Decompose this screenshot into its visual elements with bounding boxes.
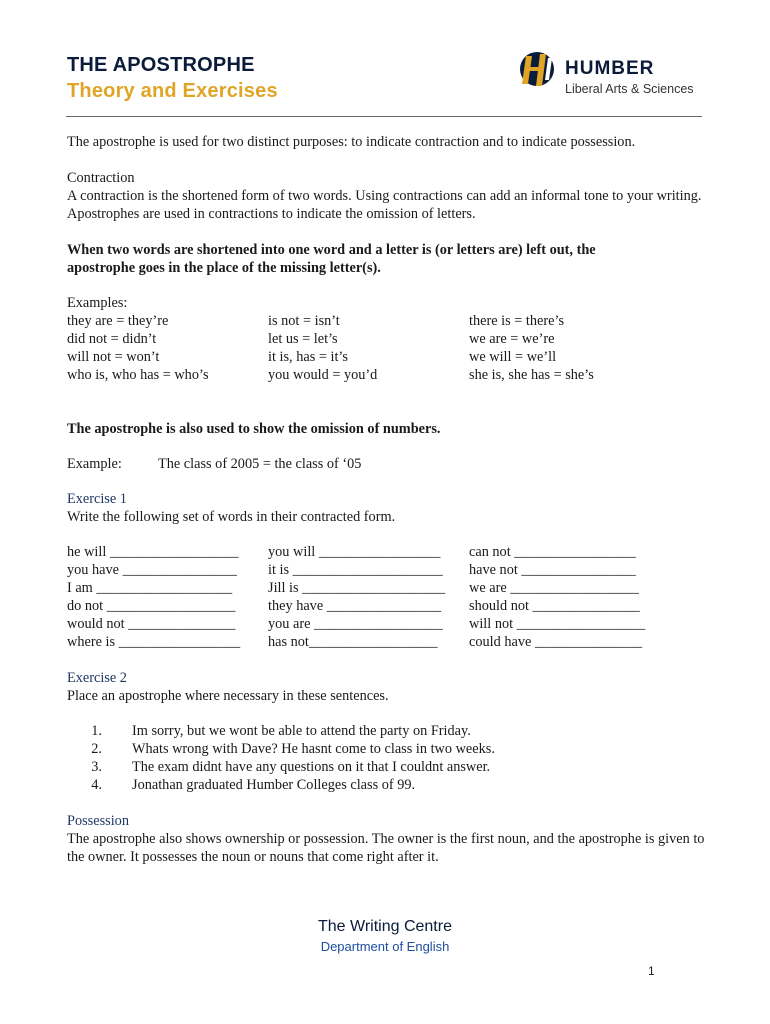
example-item: who is, who has = who’s xyxy=(67,367,209,383)
example-item: she is, she has = she’s xyxy=(469,367,594,383)
example-item: there is = there’s xyxy=(469,313,565,329)
list-item: Im sorry, but we wont be able to attend the party on Friday. xyxy=(132,723,471,739)
exercise1-instruction: Write the following set of words in their contracted form. xyxy=(67,509,396,525)
numbers-rule: The apostrophe is also used to show the omission of numbers. xyxy=(67,421,441,437)
list-item-number: 3. xyxy=(91,759,102,775)
exercise1-blank[interactable]: you have ________________ xyxy=(67,562,237,578)
exercise1-heading: Exercise 1 xyxy=(67,491,127,507)
exercise1-blank[interactable]: you will _________________ xyxy=(268,544,441,560)
exercise1-blank[interactable]: Jill is ____________________ xyxy=(268,580,446,596)
exercise1-blank[interactable]: could have _______________ xyxy=(469,634,643,650)
exercise1-blank[interactable]: have not ________________ xyxy=(469,562,636,578)
exercise1-blank[interactable]: I am ___________________ xyxy=(67,580,233,596)
example-item: we will = we’ll xyxy=(469,349,557,365)
example-item: let us = let’s xyxy=(268,331,338,347)
exercise1-column-2 xyxy=(268,543,445,651)
logo-subtitle: Liberal Arts & Sciences xyxy=(565,82,694,96)
exercise1-blank[interactable]: would not _______________ xyxy=(67,616,236,632)
possession-body: The apostrophe also shows ownership or possession. The owner is the first noun, and the apostrophe is given to the owner. It possesses the noun or nouns that come right after it. xyxy=(67,831,705,865)
exercise1-blank[interactable]: do not __________________ xyxy=(67,598,236,614)
exercise1-blank[interactable]: has not__________________ xyxy=(268,634,438,650)
example-item: will not = won’t xyxy=(67,349,160,365)
numbers-example-label: Example: xyxy=(67,456,122,472)
example-item: did not = didn’t xyxy=(67,331,157,347)
page-subtitle: Theory and Exercises xyxy=(67,80,278,102)
examples-column-2 xyxy=(268,312,377,384)
logo-name: HUMBER xyxy=(565,58,655,79)
exercise2-instruction: Place an apostrophe where necessary in these sentences. xyxy=(67,688,389,704)
exercise1-blank[interactable]: you are __________________ xyxy=(268,616,443,632)
example-item: you would = you’d xyxy=(268,367,378,383)
header-divider xyxy=(66,116,702,117)
examples-column-1 xyxy=(67,312,209,384)
exercise1-column-3 xyxy=(469,543,645,651)
list-item: Jonathan graduated Humber Colleges class of 99. xyxy=(132,777,416,793)
exercise1-blank[interactable]: it is _____________________ xyxy=(268,562,443,578)
examples-label: Examples: xyxy=(67,295,128,311)
humber-logo xyxy=(518,50,704,100)
list-item: The exam didnt have any questions on it that I couldnt answer. xyxy=(132,759,491,775)
exercise1-column-1 xyxy=(67,543,240,651)
exercise1-blank[interactable]: where is _________________ xyxy=(67,634,241,650)
contraction-rule: When two words are shortened into one word and a letter is (or letters are) left out, the apostrophe goes in the place of the missing letter(s). xyxy=(67,242,596,276)
list-item-number: 2. xyxy=(91,741,102,757)
page-number: 1 xyxy=(648,964,655,978)
possession-heading: Possession xyxy=(67,813,129,829)
humber-emblem-icon xyxy=(518,50,558,90)
page-title: THE APOSTROPHE xyxy=(67,54,255,76)
exercise1-blank[interactable]: they have ________________ xyxy=(268,598,442,614)
exercise1-blank[interactable]: should not _______________ xyxy=(469,598,640,614)
exercise1-blank[interactable]: we are __________________ xyxy=(469,580,639,596)
example-item: they are = they’re xyxy=(67,313,169,329)
list-item: Whats wrong with Dave? He hasnt come to class in two weeks. xyxy=(132,741,495,757)
exercise1-blank[interactable]: can not _________________ xyxy=(469,544,636,560)
exercise2-heading: Exercise 2 xyxy=(67,670,127,686)
list-item-number: 4. xyxy=(91,777,102,793)
contraction-body: A contraction is the shortened form of two words. Using contractions can add an informal tone to your writing. Apostrophes are used in contractions to indicate the omission of letters. xyxy=(67,188,702,222)
numbers-example-text: The class of 2005 = the class of ‘05 xyxy=(158,456,362,472)
footer-centre: The Writing Centre xyxy=(318,918,452,935)
example-item: we are = we’re xyxy=(469,331,555,347)
examples-column-3 xyxy=(469,312,594,384)
example-item: it is, has = it’s xyxy=(268,349,348,365)
footer-department: Department of English xyxy=(320,939,450,954)
list-item-number: 1. xyxy=(91,723,102,739)
intro-text: The apostrophe is used for two distinct purposes: to indicate contraction and to indicate possession. xyxy=(67,134,636,150)
contraction-heading: Contraction xyxy=(67,170,135,186)
exercise1-blank[interactable]: he will __________________ xyxy=(67,544,239,560)
exercise1-blank[interactable]: will not __________________ xyxy=(469,616,646,632)
exercise2-list xyxy=(62,722,662,794)
example-item: is not = isn’t xyxy=(268,313,340,329)
